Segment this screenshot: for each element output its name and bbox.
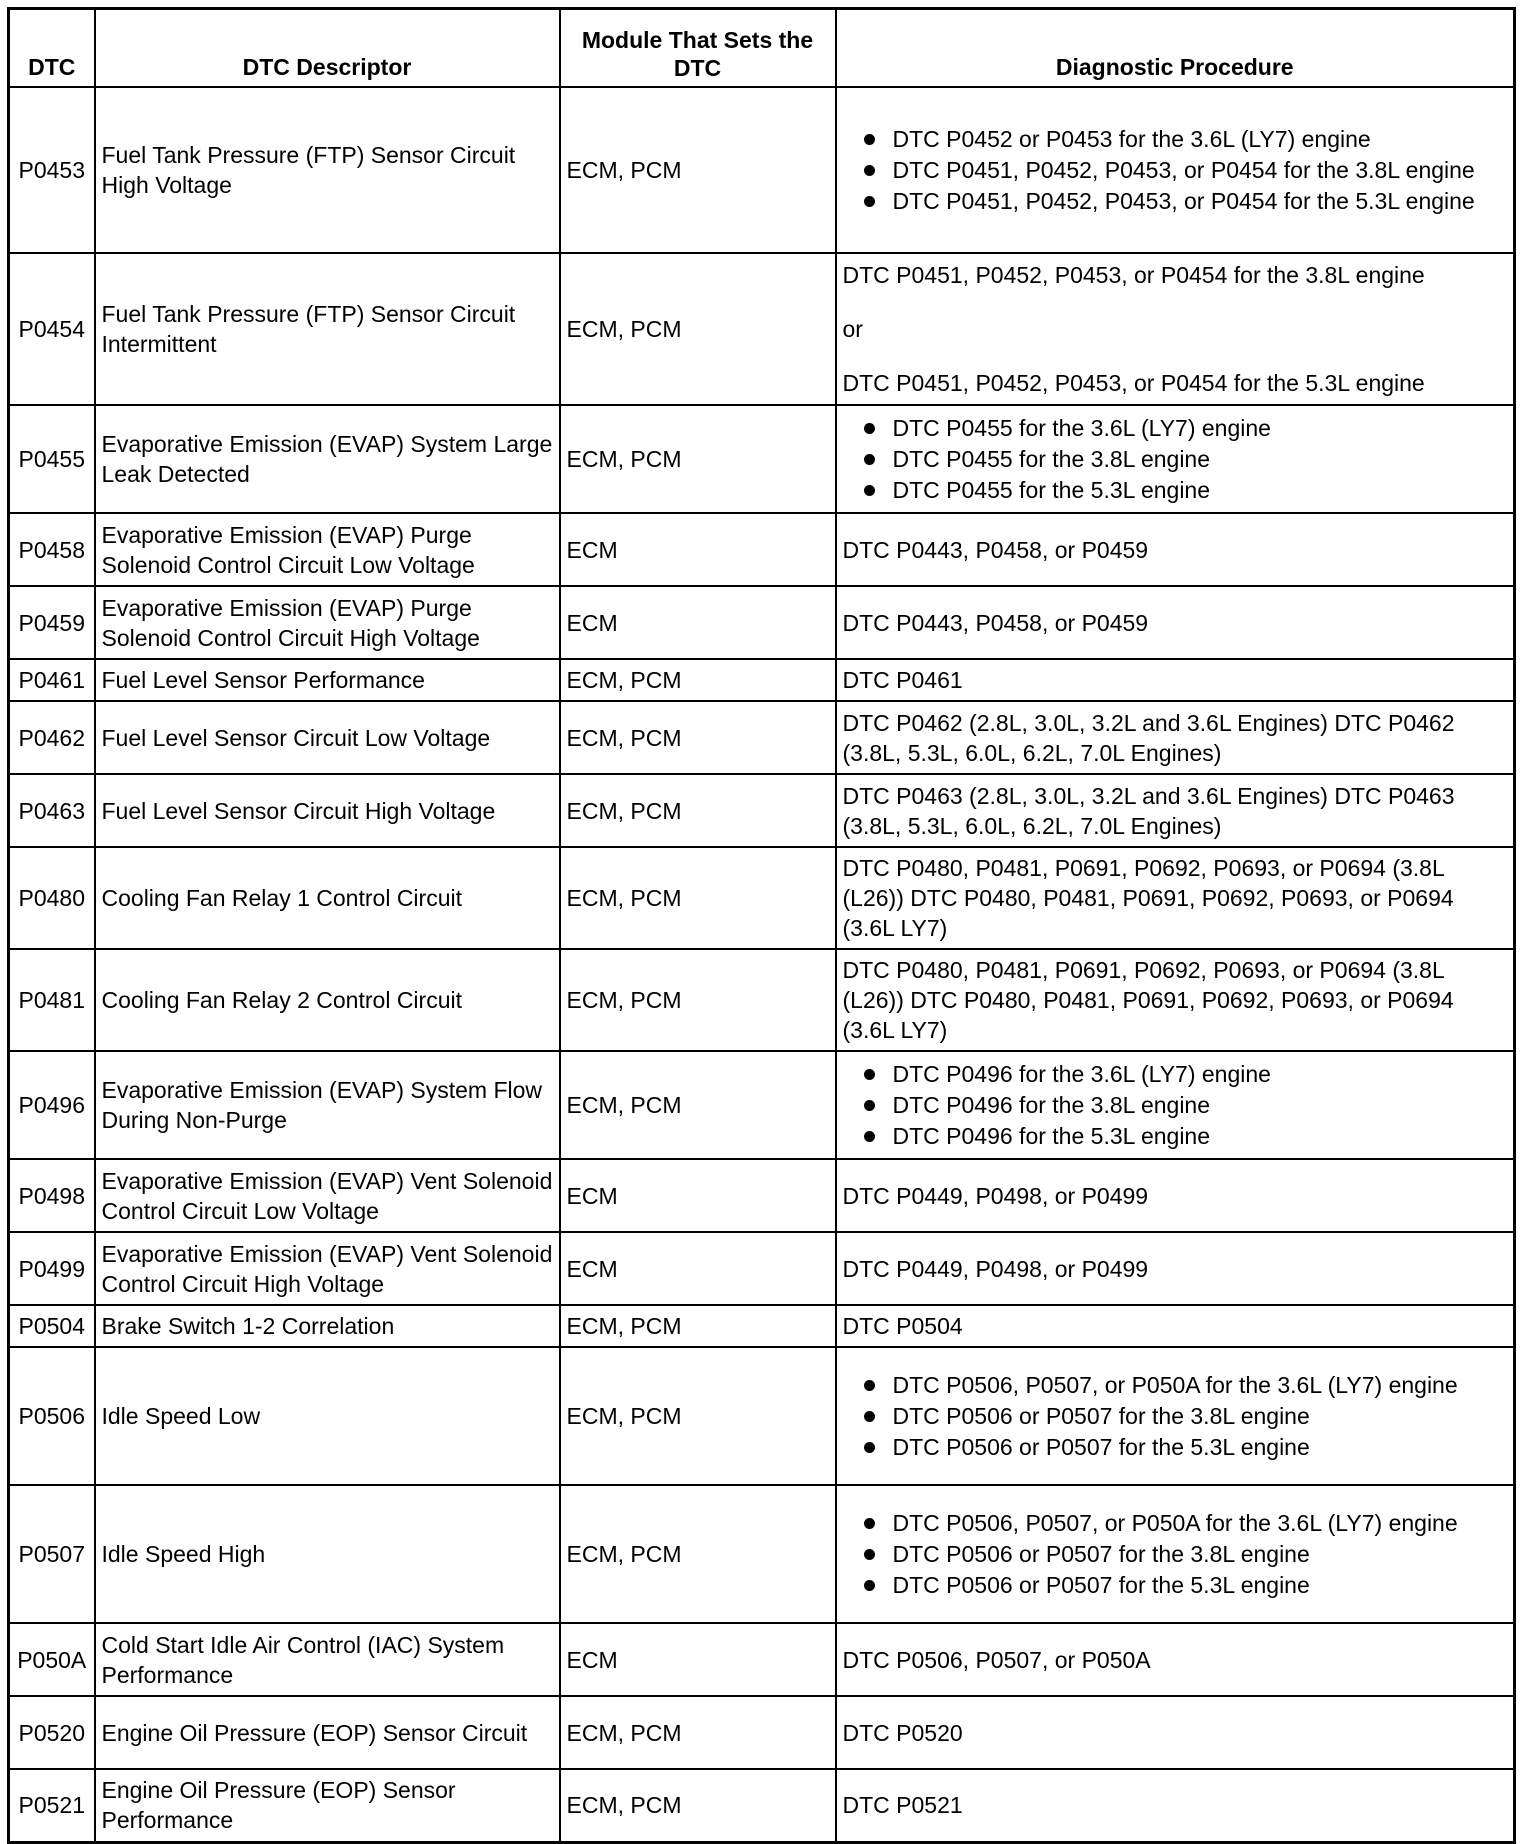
table-row xyxy=(9,253,1515,405)
table-row xyxy=(9,949,1515,1051)
module: ECM, PCM xyxy=(560,1769,836,1842)
procedure-line: DTC P0451, P0452, P0453, or P0454 for the 5.3L engine xyxy=(842,370,1425,396)
dtc-table xyxy=(7,7,1516,1844)
module: ECM, PCM xyxy=(560,405,836,513)
module: ECM xyxy=(560,1232,836,1305)
procedure-line: or xyxy=(842,316,863,342)
dtc-code: P0499 xyxy=(9,1232,95,1305)
diagnostic-procedure: DTC P0443, P0458, or P0459 xyxy=(836,586,1515,659)
dtc-code: P0520 xyxy=(9,1696,95,1769)
header-row xyxy=(9,9,1515,88)
diagnostic-procedure: DTC P0461 xyxy=(836,659,1515,701)
table-row xyxy=(9,701,1515,774)
diagnostic-procedure: DTC P0449, P0498, or P0499 xyxy=(836,1232,1515,1305)
diagnostic-procedure xyxy=(836,1485,1515,1623)
table-row xyxy=(9,1485,1515,1623)
procedure-item: DTC P0496 for the 5.3L engine xyxy=(843,1121,1508,1152)
dtc-code: P0463 xyxy=(9,774,95,847)
module: ECM, PCM xyxy=(560,1051,836,1159)
diagnostic-procedure xyxy=(836,87,1515,253)
module: ECM, PCM xyxy=(560,701,836,774)
dtc-code: P0507 xyxy=(9,1485,95,1623)
procedure-line: DTC P0451, P0452, P0453, or P0454 for the 3.8L engine xyxy=(842,262,1425,288)
dtc-code: P0461 xyxy=(9,659,95,701)
diagnostic-procedure: DTC P0443, P0458, or P0459 xyxy=(836,513,1515,586)
dtc-code: P0462 xyxy=(9,701,95,774)
dtc-descriptor: Evaporative Emission (EVAP) System Flow During Non-Purge xyxy=(95,1051,560,1159)
dtc-descriptor: Cold Start Idle Air Control (IAC) System Performance xyxy=(95,1623,560,1696)
dtc-code: P050A xyxy=(9,1623,95,1696)
diagnostic-procedure: DTC P0521 xyxy=(836,1769,1515,1842)
dtc-descriptor: Fuel Tank Pressure (FTP) Sensor Circuit High Voltage xyxy=(95,87,560,253)
header-procedure: Diagnostic Procedure xyxy=(836,9,1515,88)
procedure-item: DTC P0496 for the 3.6L (LY7) engine xyxy=(843,1059,1508,1090)
table-row xyxy=(9,1623,1515,1696)
module: ECM, PCM xyxy=(560,1485,836,1623)
table-row xyxy=(9,513,1515,586)
diagnostic-procedure: DTC P0463 (2.8L, 3.0L, 3.2L and 3.6L Engines) DTC P0463 (3.8L, 5.3L, 6.0L, 6.2L, 7.0L Engines) xyxy=(836,774,1515,847)
module: ECM, PCM xyxy=(560,847,836,949)
header-descriptor: DTC Descriptor xyxy=(95,9,560,88)
diagnostic-procedure xyxy=(836,253,1515,405)
procedure-item: DTC P0506 or P0507 for the 3.8L engine xyxy=(843,1401,1508,1432)
dtc-descriptor: Cooling Fan Relay 2 Control Circuit xyxy=(95,949,560,1051)
diagnostic-procedure: DTC P0504 xyxy=(836,1305,1515,1347)
module: ECM, PCM xyxy=(560,1696,836,1769)
table-row xyxy=(9,405,1515,513)
dtc-descriptor: Fuel Tank Pressure (FTP) Sensor Circuit Intermittent xyxy=(95,253,560,405)
procedure-item: DTC P0452 or P0453 for the 3.6L (LY7) engine xyxy=(843,124,1508,155)
table-row xyxy=(9,1051,1515,1159)
dtc-descriptor: Engine Oil Pressure (EOP) Sensor Circuit xyxy=(95,1696,560,1769)
dtc-descriptor: Evaporative Emission (EVAP) Purge Solenoid Control Circuit High Voltage xyxy=(95,586,560,659)
module: ECM xyxy=(560,513,836,586)
dtc-code: P0455 xyxy=(9,405,95,513)
procedure-item: DTC P0506 or P0507 for the 3.8L engine xyxy=(843,1539,1508,1570)
diagnostic-procedure: DTC P0462 (2.8L, 3.0L, 3.2L and 3.6L Engines) DTC P0462 (3.8L, 5.3L, 6.0L, 6.2L, 7.0L Engines) xyxy=(836,701,1515,774)
header-module: Module That Sets the DTC xyxy=(560,9,836,88)
dtc-table-body xyxy=(9,87,1515,1842)
table-row xyxy=(9,87,1515,253)
dtc-descriptor: Evaporative Emission (EVAP) System Large Leak Detected xyxy=(95,405,560,513)
table-row xyxy=(9,1769,1515,1842)
procedure-item: DTC P0455 for the 3.6L (LY7) engine xyxy=(843,413,1508,444)
module: ECM, PCM xyxy=(560,659,836,701)
table-row xyxy=(9,847,1515,949)
procedure-item: DTC P0455 for the 3.8L engine xyxy=(843,444,1508,475)
table-row xyxy=(9,1232,1515,1305)
table-row xyxy=(9,774,1515,847)
diagnostic-procedure: DTC P0520 xyxy=(836,1696,1515,1769)
dtc-descriptor: Brake Switch 1-2 Correlation xyxy=(95,1305,560,1347)
dtc-descriptor: Evaporative Emission (EVAP) Purge Solenoid Control Circuit Low Voltage xyxy=(95,513,560,586)
table-row xyxy=(9,1696,1515,1769)
procedure-list xyxy=(843,413,1508,506)
module: ECM xyxy=(560,1623,836,1696)
procedure-item: DTC P0451, P0452, P0453, or P0454 for the 3.8L engine xyxy=(843,155,1508,186)
procedure-item: DTC P0496 for the 3.8L engine xyxy=(843,1090,1508,1121)
dtc-code: P0506 xyxy=(9,1347,95,1485)
module: ECM, PCM xyxy=(560,253,836,405)
procedure-list xyxy=(843,1059,1508,1152)
module: ECM, PCM xyxy=(560,87,836,253)
module: ECM xyxy=(560,586,836,659)
dtc-descriptor: Idle Speed Low xyxy=(95,1347,560,1485)
procedure-item: DTC P0506, P0507, or P050A for the 3.6L (LY7) engine xyxy=(843,1370,1508,1401)
procedure-list xyxy=(843,124,1508,217)
dtc-code: P0480 xyxy=(9,847,95,949)
diagnostic-procedure: DTC P0506, P0507, or P050A xyxy=(836,1623,1515,1696)
dtc-descriptor: Evaporative Emission (EVAP) Vent Solenoid Control Circuit Low Voltage xyxy=(95,1159,560,1232)
table-row xyxy=(9,1347,1515,1485)
diagnostic-procedure xyxy=(836,405,1515,513)
procedure-item: DTC P0506, P0507, or P050A for the 3.6L (LY7) engine xyxy=(843,1508,1508,1539)
procedure-item: DTC P0451, P0452, P0453, or P0454 for the 5.3L engine xyxy=(843,186,1508,217)
module: ECM, PCM xyxy=(560,949,836,1051)
dtc-code: P0458 xyxy=(9,513,95,586)
dtc-descriptor: Idle Speed High xyxy=(95,1485,560,1623)
procedure-item: DTC P0506 or P0507 for the 5.3L engine xyxy=(843,1570,1508,1601)
table-row xyxy=(9,1159,1515,1232)
dtc-descriptor: Cooling Fan Relay 1 Control Circuit xyxy=(95,847,560,949)
module: ECM xyxy=(560,1159,836,1232)
table-row xyxy=(9,586,1515,659)
table-row xyxy=(9,659,1515,701)
procedure-item: DTC P0506 or P0507 for the 5.3L engine xyxy=(843,1432,1508,1463)
diagnostic-procedure: DTC P0480, P0481, P0691, P0692, P0693, or P0694 (3.8L (L26)) DTC P0480, P0481, P0691, P0692, P0693, or P0694 (3.6L LY7) xyxy=(836,949,1515,1051)
dtc-code: P0459 xyxy=(9,586,95,659)
procedure-list xyxy=(843,1370,1508,1463)
dtc-code: P0521 xyxy=(9,1769,95,1842)
dtc-descriptor: Fuel Level Sensor Circuit Low Voltage xyxy=(95,701,560,774)
dtc-descriptor: Evaporative Emission (EVAP) Vent Solenoid Control Circuit High Voltage xyxy=(95,1232,560,1305)
diagnostic-procedure xyxy=(836,1051,1515,1159)
dtc-code: P0453 xyxy=(9,87,95,253)
diagnostic-procedure: DTC P0449, P0498, or P0499 xyxy=(836,1159,1515,1232)
header-dtc: DTC xyxy=(9,9,95,88)
dtc-code: P0481 xyxy=(9,949,95,1051)
dtc-code: P0454 xyxy=(9,253,95,405)
diagnostic-procedure xyxy=(836,1347,1515,1485)
dtc-descriptor: Engine Oil Pressure (EOP) Sensor Performance xyxy=(95,1769,560,1842)
procedure-list xyxy=(843,1508,1508,1601)
dtc-code: P0504 xyxy=(9,1305,95,1347)
diagnostic-procedure: DTC P0480, P0481, P0691, P0692, P0693, or P0694 (3.8L (L26)) DTC P0480, P0481, P0691, P0692, P0693, or P0694 (3.6L LY7) xyxy=(836,847,1515,949)
table-row xyxy=(9,1305,1515,1347)
module: ECM, PCM xyxy=(560,1305,836,1347)
dtc-code: P0498 xyxy=(9,1159,95,1232)
module: ECM, PCM xyxy=(560,1347,836,1485)
module: ECM, PCM xyxy=(560,774,836,847)
dtc-code: P0496 xyxy=(9,1051,95,1159)
procedure-item: DTC P0455 for the 5.3L engine xyxy=(843,475,1508,506)
dtc-descriptor: Fuel Level Sensor Performance xyxy=(95,659,560,701)
dtc-descriptor: Fuel Level Sensor Circuit High Voltage xyxy=(95,774,560,847)
